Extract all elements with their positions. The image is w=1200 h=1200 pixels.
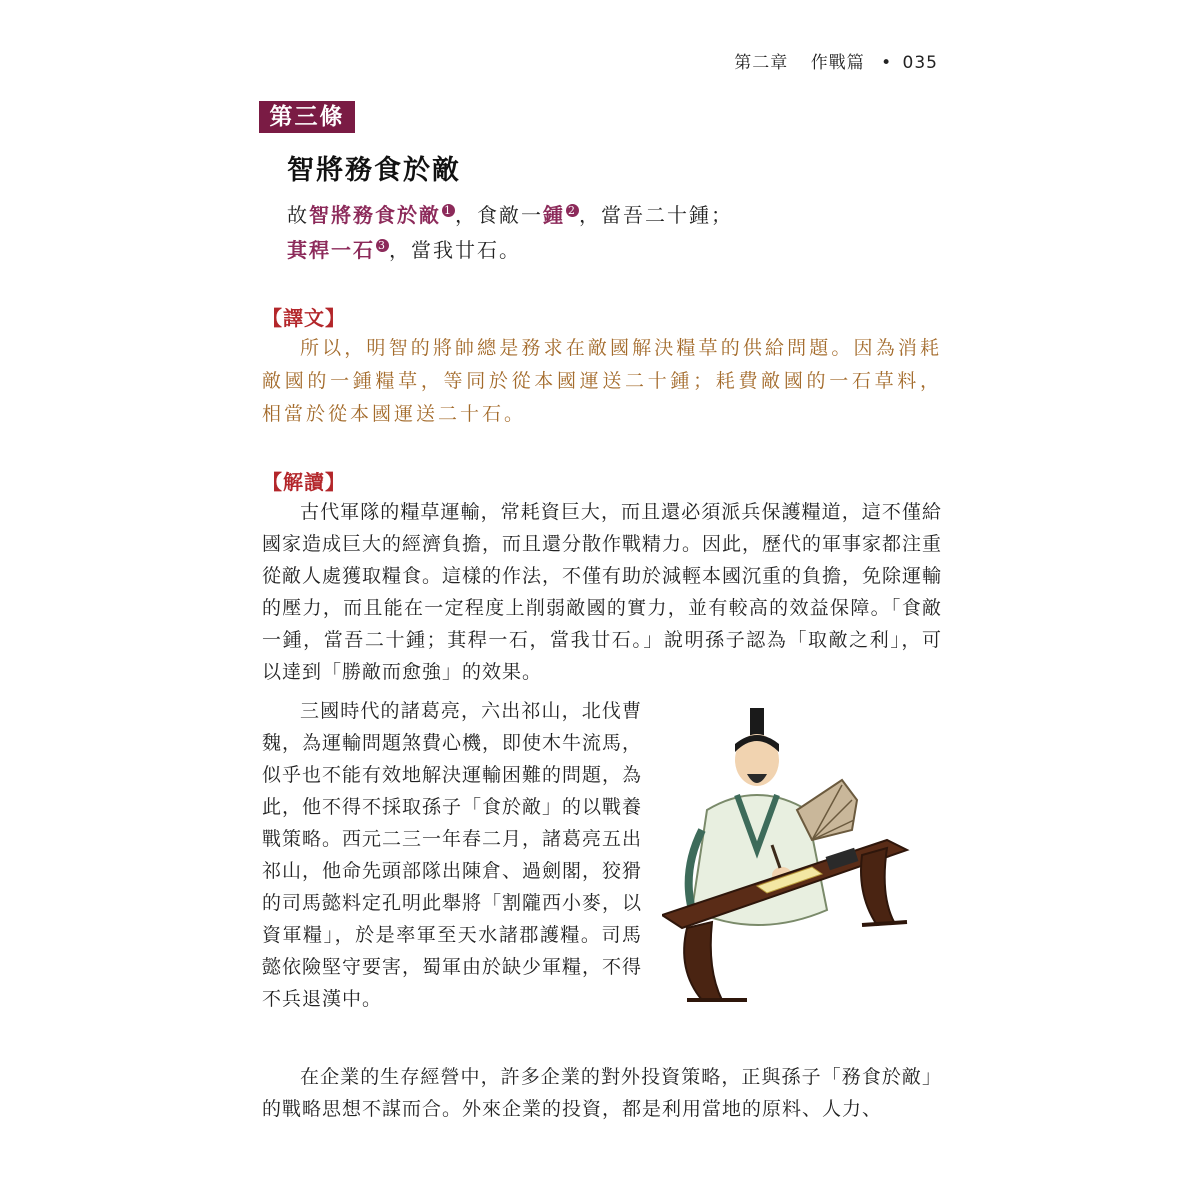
verse-text: ，當吾二十鍾； (579, 203, 733, 227)
interpretation-heading: 【解讀】 (262, 470, 346, 494)
interpretation-paragraph-2-block (262, 695, 642, 1015)
footnote-marker: 3 (378, 239, 387, 253)
verse-line-1 (287, 199, 733, 228)
translation-text (262, 332, 942, 431)
hair-bun (750, 708, 764, 738)
page-number: 035 (902, 53, 938, 73)
interpretation-paragraph-3: 在企業的生存經營中，許多企業的對外投資策略，正與孫子「務食於敵」的戰略思想不謀而合。外來企業的投資，都是利用當地的原料、人力、 (262, 1066, 942, 1120)
section-label: 作戰篇 (810, 53, 865, 73)
verse-line-2 (287, 234, 521, 263)
article-badge: 第三條 (259, 101, 355, 133)
verse-highlight: 鍾 (543, 203, 565, 227)
desk-leg-left (684, 922, 722, 1000)
footnote-marker: 2 (568, 204, 577, 218)
header-bullet: • (881, 53, 893, 73)
verse-highlight: 智將務食於敵 (309, 203, 441, 227)
interpretation-paragraph-1-block (262, 496, 942, 688)
chapter-label: 第二章 (734, 53, 789, 73)
verse-text: ，食敵一 (455, 203, 543, 227)
footnote-marker: 1 (444, 204, 453, 218)
desk-foot-right (862, 922, 907, 925)
translation-paragraph: 所以，明智的將帥總是務求在敵國解決糧草的供給問題。因為消耗敵國的一鍾糧草，等同於從本國運送二十鍾；耗費敵國的一石草料，相當於從本國運送二十石。 (262, 337, 942, 425)
desk-leg-right (861, 848, 894, 925)
verse-text: 故 (287, 203, 309, 227)
article-title: 智將務食於敵 (287, 155, 461, 186)
interpretation-paragraph-3-block (262, 1061, 942, 1125)
verse-highlight: 萁稈一石 (287, 238, 375, 262)
running-header (724, 48, 938, 73)
interpretation-paragraph-1: 古代軍隊的糧草運輸，常耗資巨大，而且還必須派兵保護糧道，這不僅給國家造成巨大的經濟負擔，而且還分散作戰精力。因此，歷代的軍事家都注重從敵人處獲取糧食。這樣的作法，不僅有助於減輕本國沉重的負擔，免除運輸的壓力，而且能在一定程度上削弱敵國的實力，並有較高的效益保障。「食敵一鍾，當吾二十鍾；萁稈一石，當我廿石。」說明孫子認為「取敵之利」，可以達到「勝敵而愈強」的效果。 (262, 501, 943, 683)
verse-text: ，當我廿石。 (389, 238, 521, 262)
translation-heading: 【譯文】 (262, 306, 346, 330)
interpretation-paragraph-2: 三國時代的諸葛亮，六出祁山，北伐曹魏，為運輸問題煞費心機，即使木牛流馬，似乎也不能有效地解決運輸困難的問題，為此，他不得不採取孫子「食於敵」的以戰養戰策略。西元二三一年春二月，諸葛亮五出祁山，他命先頭部隊出陳倉、過劍閣，狡猾的司馬懿料定孔明此舉將「割隴西小麥，以資軍糧」，於是率軍至天水諸郡護糧。司馬懿依險堅守要害，蜀軍由於缺少軍糧，不得不兵退漢中。 (262, 700, 643, 1010)
zhuge-liang-illustration (662, 700, 912, 1020)
